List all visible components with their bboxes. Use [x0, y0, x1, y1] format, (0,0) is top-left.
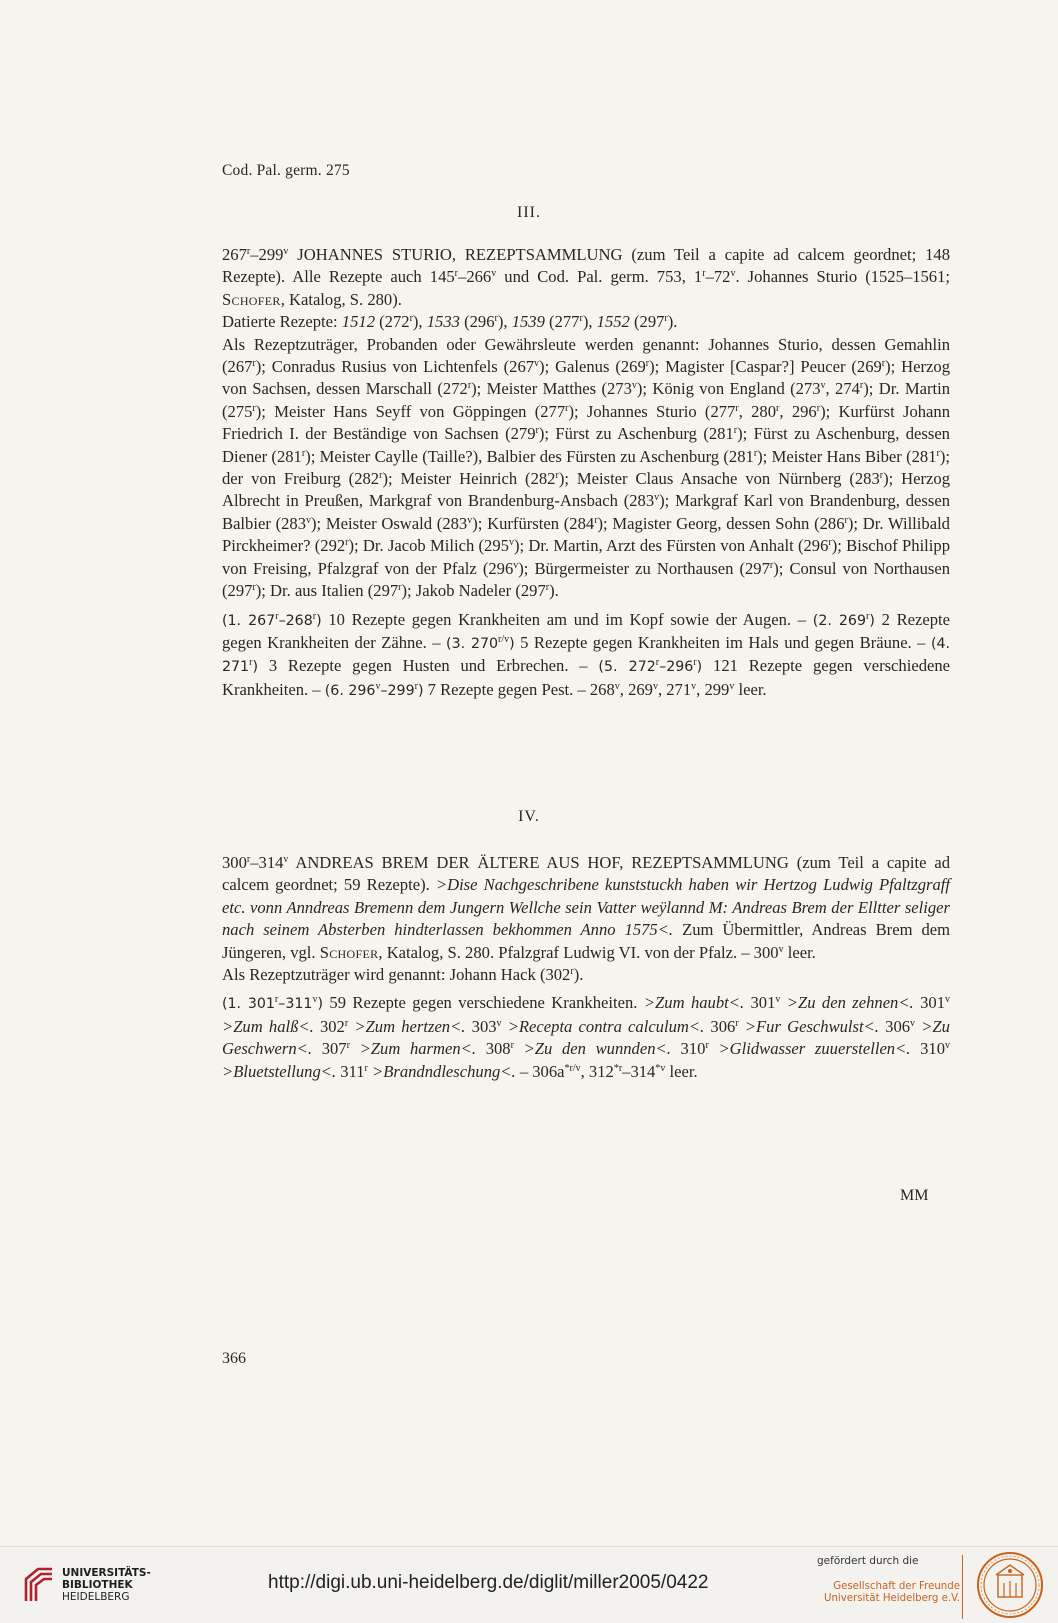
entry-title-4: ANDREAS BREM DER ÄLTERE AUS HOF, REZEPTSAMMLUNG — [295, 853, 789, 872]
library-name: UNIVERSITÄTS- BIBLIOTHEK HEIDELBERG — [62, 1567, 151, 1603]
section-4-body — [222, 852, 950, 1083]
entry-heading-paragraph: 267$^r$–299$^v$ JOHANNES STURIO, REZEPTSAMMLUNG (zum Teil a capite ad calcem geordnet; 148 Rezepte). Alle Rezepte auch 145$^r$–266$^v$ und Cod. Pal. germ. 753, 1$^r$–72$^v$. Johannes Sturio (1525–1561; Schofer, Katalog, S. 280). — [222, 245, 950, 309]
dated-recipes-paragraph: Datierte Rezepte: 1512 (272$^r$), 1533 (296$^r$), 1539 (277$^r$), 1552 (297$^r$). — [222, 312, 678, 332]
section-3-body — [222, 244, 950, 702]
running-head: Cod. Pal. germ. 275 — [222, 162, 350, 179]
incipit-quote: >Dise Nachgeschribene kunststuckh haben wir Hertzog Ludwig Pfaltzgraff etc. vonn Anndreas Bremenn dem Jungern Wellche sein Vatter weÿlannd M: Andreas Brem der Elltter seliger nach seinem Absterben hindterlassen bekhommen Anno 1575<. — [222, 875, 950, 940]
entry-title: JOHANNES STURIO, REZEPTSAMMLUNG — [297, 245, 623, 264]
permalink-url[interactable]: http://digi.ub.uni-heidelberg.de/diglit/miller2005/0422 — [268, 1572, 709, 1593]
contents-paragraph-4: (1. 301$^r$–311$^v$) 59 Rezepte gegen verschiedene Krankheiten. >Zum haubt<. 301$^v$ >Zu den zehnen<. $301^v >Zum$ halß<. 302$^r$ >Zum hertzen<. 303$^v$ >Recepta contra calculum<. 306$^r$ >Fur Geschwulst<. 306$^v$ >Zu Geschwern<. 307$^r$ >Zum harmen<. 308$^r$ >Zu den wunnden<. 310$^r$ >Glidwasser zuuerstellen<. $310^v$ >Bluetstellung<. 311$^r$ >Brandndleschung<. – $306a^{*r/v}$, 312$^{*r}$–314$^{*v}$ leer. — [222, 993, 951, 1081]
entry-heading-paragraph-4: 300$^r$–314$^v$ ANDREAS BREM DER ÄLTERE AUS HOF, REZEPTSAMMLUNG (zum Teil a capite ad calcem geordnet; 59 Rezepte). >Dise Nachgeschribene kunststuckh haben wir Hertzog Ludwig Pfaltzgraff etc. vonn Anndreas Bremenn dem Jungern Wellche sein Vatter weÿlannd M: Andreas Brem der Elltter seliger nach seinem Absterben hindterlassen bekhommen Anno 1575<. Zum Übermittler, Andreas Brem dem Jüngeren, vgl. Schofer, Katalog, S. 280. Pfalzgraf Ludwig VI. von der Pfalz. – 300$^v$ leer. — [222, 853, 951, 962]
section-numeral-4: IV. — [518, 808, 540, 825]
contents-paragraph: (1. 267$^r$–268$^r$) 10 Rezepte gegen Krankheiten am und im Kopf sowie der Augen. – (2. 269$^r$) 2 Rezepte gegen Krankheiten der Zähne. – (3. $270^{r/v}$) 5 Rezepte gegen Krankheiten im Hals und gegen Bräune. – (4. 271$^r$) 3 Rezepte gegen Husten und Erbrechen. – (5. 272$^r$–296$^r$) 121 Rezepte gegen verschiedene Krankheiten. – (6. 296$^v$–299$^r$) 7 Rezepte gegen Pest. – 268$^v$, 269$^v$, 271$^v$, 299$^v$ leer. — [222, 609, 951, 699]
footer-divider — [962, 1555, 963, 1619]
page-number: 366 — [222, 1350, 246, 1367]
contributors-paragraph: Als Rezeptzuträger, Probanden oder Gewährsleute werden genannt: Johannes Sturio, dessen Gemahlin (267$^r$); Conradus Rusius von Lichtenfels (267$^v$); Galenus (269$^r$); Magister [Caspar?] Peucer (269$^r$); Herzog von Sachsen, dessen Marschall (272$^r$); Meister Matthes (273$^v$); König von England (273$^v$, 274$^r$); Dr. Martin (275$^r$); Meister Hans Seyff von Göppingen (277$^r$); Johannes Sturio (277$^r$, 280$^r$, 296$^r$); Kurfürst Johann Friedrich I. der Beständige von Sachsen (279$^r$); Fürst zu Aschenburg (281$^r$); Fürst zu Aschenburg, dessen Diener (281$^r$); Meister Caylle (Taille?), Balbier des Fürsten zu Aschenburg (281$^r$); Meister Hans Biber (281$^r$); der von Freiburg (282$^r$); Meister Heinrich (282$^r$); Meister Claus Ansache von Nürnberg (283$^r$); Herzog Albrecht in Preußen, Markgraf von Brandenburg-Ansbach (283$^v$); Markgraf Karl von Brandenburg, dessen Balbier (283$^v$); Meister Oswald (283$^v$); Kurfürsten (284$^r$); Magister Georg, dessen Sohn (286$^r$); Dr. Willibald Pirckheimer? (292$^r$); Dr. Jacob Milich (295$^v$); Dr. Martin, Arzt des Fürsten von Anhalt (296$^r$); Bischof Philipp von Freising, Pfalzgraf von der Pfalz (296$^v$); Bürgermeister zu Northausen (297$^r$); Consul von Northausen (297$^r$); Dr. aus Italien (297$^r$); Jakob Nadeler (297$^r$). — [222, 334, 951, 601]
funded-by-label: gefördert durch die — [817, 1555, 919, 1567]
contributor-paragraph-4: Als Rezeptzuträger wird genannt: Johann Hack (302$^r$). — [222, 965, 584, 985]
footer-bar — [0, 1546, 1058, 1623]
library-logo-icon — [22, 1565, 56, 1605]
author-signature: MM — [900, 1187, 929, 1204]
section-numeral-3: III. — [517, 204, 541, 221]
university-seal-icon — [976, 1551, 1044, 1619]
society-name: Gesellschaft der Freunde Universität Heidelberg e.V. — [823, 1581, 960, 1604]
